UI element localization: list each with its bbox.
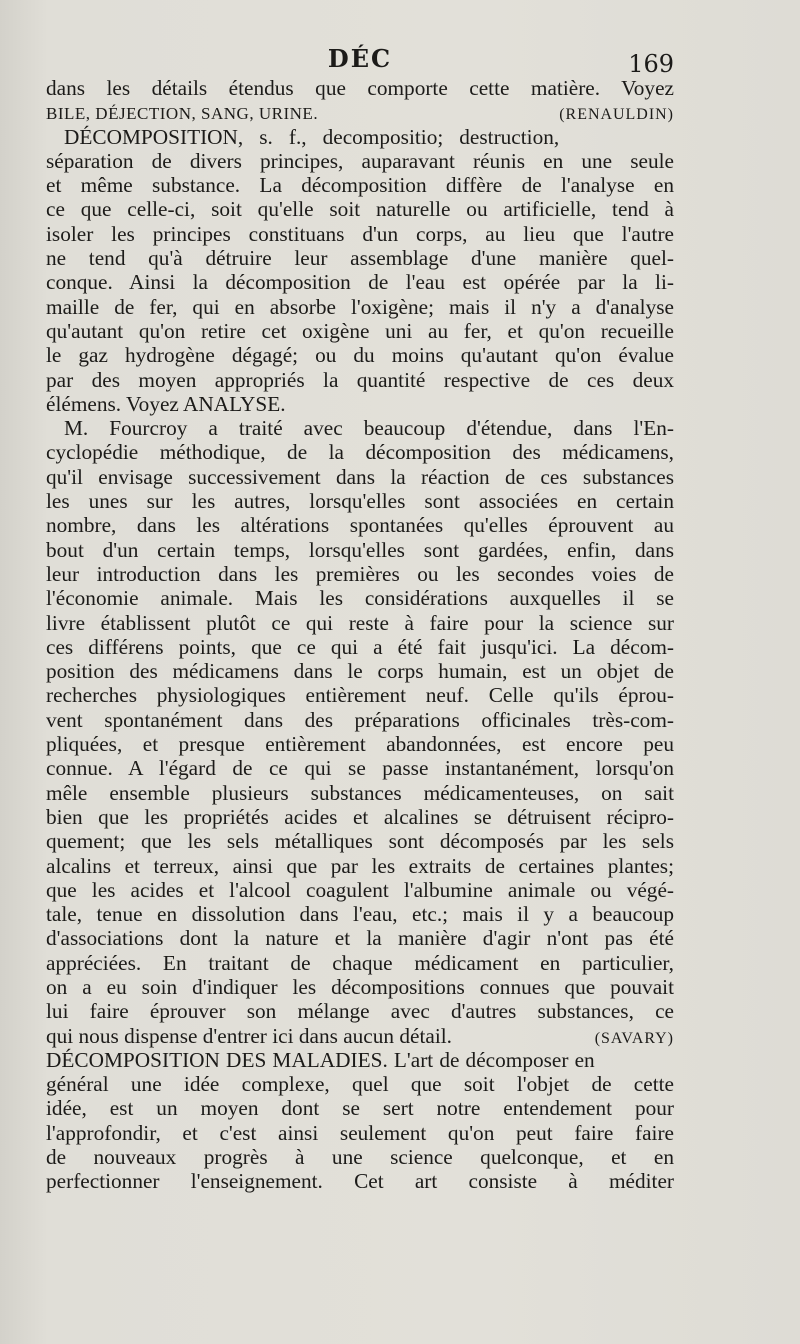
text-line: qu'il envisage successivement dans la réaction de ces substances [46, 464, 674, 489]
text-line: par des moyen appropriés la quantité respective de ces deux [46, 367, 674, 392]
text-line: qu'autant qu'on retire cet oxigène uni au fer, et qu'on recueille [46, 318, 674, 343]
text-line: ces différens points, que ce qui a été fait jusqu'ici. La décom- [46, 634, 674, 659]
text-line: idée, est un moyen dont se sert notre entendement pour [46, 1096, 674, 1121]
text-line: mêle ensemble plusieurs substances médicamenteuses, on sait [46, 780, 674, 805]
author-signature: (SAVARY) [594, 1029, 674, 1047]
text-line: quement; que les sels métalliques sont décomposés par les sels [46, 829, 674, 854]
text-line: perfectionner l'enseignement. Cet art consiste à méditer [46, 1169, 674, 1194]
body-text [46, 76, 674, 1194]
text-line: pliquées, et presque entièrement abandonnées, est encore peu [46, 732, 674, 757]
text-line: ne tend qu'à détruire leur assemblage d'une manière quel- [46, 246, 674, 271]
text-line: dans les détails étendus que comporte cette matière. Voyez [46, 76, 674, 100]
text-line: on a eu soin d'indiquer les décompositions connues que pouvait [46, 974, 674, 999]
text-line: séparation de divers principes, auparavant réunis en une seule [46, 148, 674, 173]
text-line-with-author [46, 100, 674, 124]
text-line: leur introduction dans les premières ou les secondes voies de [46, 561, 674, 586]
text-line: vent spontanément dans des préparations officinales très-com- [46, 707, 674, 732]
running-head: DÉC [327, 44, 393, 73]
text-line: isoler les principes constituans d'un corps, au lieu que l'autre [46, 221, 674, 246]
text-line-with-author [46, 1024, 674, 1048]
entry-heading-line: DÉCOMPOSITION DES MALADIES. L'art de décomposer en [46, 1047, 595, 1072]
text-line: bout d'un certain temps, lorsqu'elles sont gardées, enfin, dans [46, 537, 674, 562]
text-line: conque. Ainsi la décomposition de l'eau est opérée par la li- [46, 270, 674, 295]
text-line: ce que celle-ci, soit qu'elle soit naturelle ou artificielle, tend à [46, 197, 674, 222]
text-line: alcalins et terreux, ainsi que par les extraits de certaines plantes; [46, 853, 674, 878]
text-fragment: qui nous dispense d'entrer ici dans aucun détail. [46, 1023, 453, 1048]
text-line: connue. A l'égard de ce qui se passe instantanément, lorsqu'on [46, 756, 674, 781]
text-line: que les acides et l'alcool coagulent l'albumine animale ou végé- [46, 877, 674, 902]
text-line: appréciées. En traitant de chaque médicament en particulier, [46, 950, 674, 975]
text-line: livre établissent plutôt ce qui reste à faire pour la science sur [46, 610, 674, 635]
text-line: le gaz hydrogène dégagé; ou du moins qu'autant qu'on évalue [46, 343, 674, 368]
text-line: lui faire éprouver son mélange avec d'autres substances, ce [46, 999, 674, 1024]
page-header [46, 44, 674, 78]
text-line: position des médicamens dans le corps humain, est un objet de [46, 659, 674, 684]
text-line: de nouveaux progrès à une science quelconque, et en [46, 1145, 674, 1170]
text-line: l'approfondir, et c'est ainsi seulement qu'on peut faire faire [46, 1120, 674, 1145]
text-line: cyclopédie méthodique, de la décomposition des médicamens, [46, 440, 674, 465]
text-line: les unes sur les autres, lorsqu'elles sont associées en certain [46, 489, 674, 514]
text-line: l'économie animale. Mais les considérations auxquelles il se [46, 586, 674, 611]
text-line: maille de fer, qui en absorbe l'oxigène; mais il n'y a d'analyse [46, 294, 674, 319]
entry-heading-line: DÉCOMPOSITION, s. f., decompositio; destruction, [64, 124, 560, 149]
text-line: M. Fourcroy a traité avec beaucoup d'étendue, dans l'En- [64, 416, 674, 441]
text-line: bien que les propriétés acides et alcalines se détruisent récipro- [46, 804, 674, 829]
text-line: et même substance. La décomposition diffère de l'analyse en [46, 173, 674, 198]
cross-reference: BILE, DÉJECTION, SANG, URINE. [46, 104, 319, 124]
text-line: d'associations dont la nature et la manière d'agir n'ont pas été [46, 926, 674, 951]
text-line: tale, tenue en dissolution dans l'eau, etc.; mais il y a beaucoup [46, 902, 674, 927]
text-line: général une idée complexe, quel que soit l'objet de cette [46, 1072, 674, 1097]
page-number: 169 [628, 50, 674, 78]
text-line: nombre, dans les altérations spontanées qu'elles éprouvent au [46, 513, 674, 538]
text-line: recherches physiologiques entièrement neuf. Celle qu'ils éprou- [46, 683, 674, 708]
text-line: élémens. Voyez ANALYSE. [46, 391, 286, 416]
author-signature: (RENAULDIN) [559, 106, 674, 124]
